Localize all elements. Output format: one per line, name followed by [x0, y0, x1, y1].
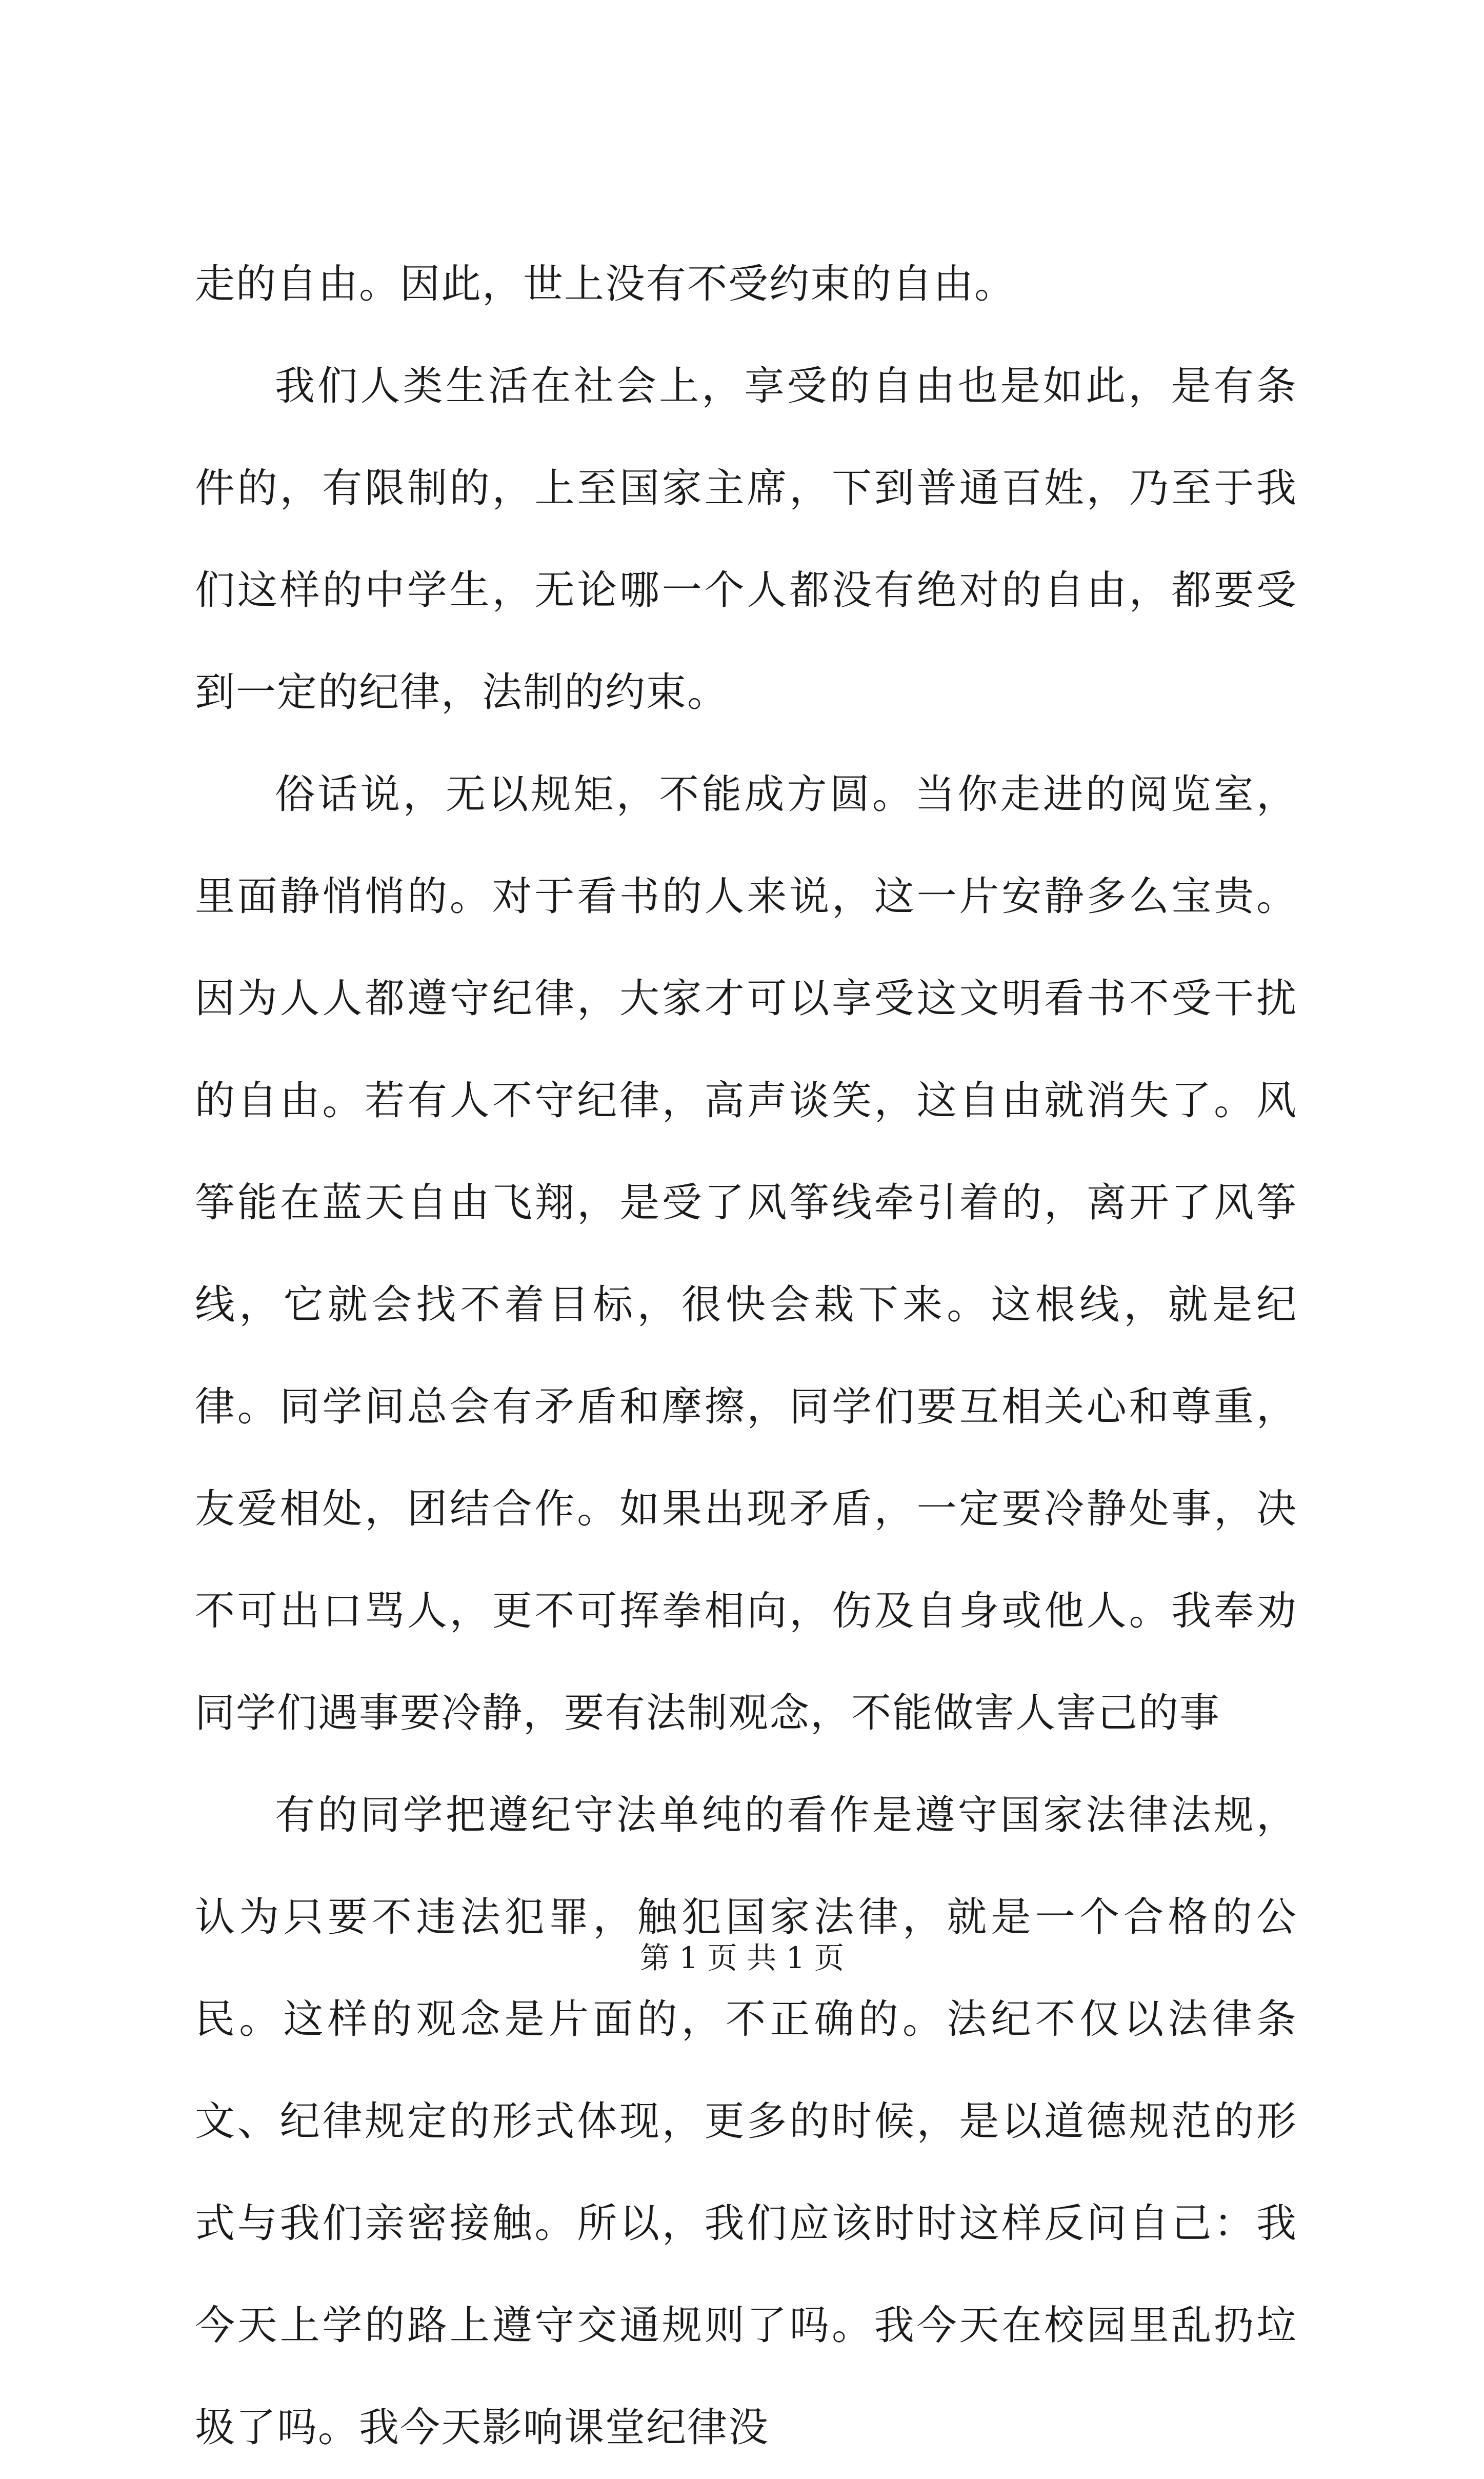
page-number-label: 第 1 页 共 1 页 — [640, 1940, 844, 1975]
page-footer — [0, 1934, 1484, 1977]
document-body — [195, 233, 1297, 2479]
paragraph-2: 我们人类生活在社会上，享受的自由也是如此，是有条件的，有限制的，上至国家主席，下到普通百姓，乃至于我们这样的中学生，无论哪一个人都没有绝对的自由，都要受到一定的纪律，法制的约束。 — [195, 363, 1297, 716]
paragraph-3: 俗话说，无以规矩，不能成方圆。当你走进的阅览室，里面静悄悄的。对于看书的人来说，这一片安静多么宝贵。因为人人都遵守纪律，大家才可以享受这文明看书不受干扰的自由。若有人不守纪律，高声谈笑，这自由就消失了。风筝能在蓝天自由飞翔，是受了风筝线牵引着的，离开了风筝线，它就会找不着目标，很快会栽下来。这根线，就是纪律。同学间总会有矛盾和摩擦，同学们要互相关心和尊重，友爱相处，团结合作。如果出现矛盾，一定要冷静处事，决不可出口骂人，更不可挥拳相向，伤及自身或他人。我奉劝同学们遇事要冷静，要有法制观念，不能做害人害己的事 — [195, 771, 1297, 1736]
paragraph-4: 有的同学把遵纪守法单纯的看作是遵守国家法律法规，认为只要不违法犯罪，触犯国家法律，就是一个合格的公民。这样的观念是片面的，不正确的。法纪不仅以法律条文、纪律规定的形式体现，更多的时候，是以道德规范的形式与我们亲密接触。所以，我们应该时时这样反问自己：我今天上学的路上遵守交通规则了吗。我今天在校园里乱扔垃圾了吗。我今天影响课堂纪律没 — [195, 1792, 1297, 2451]
paragraph-1: 走的自由。因此，世上没有不受约束的自由。 — [195, 261, 1016, 307]
